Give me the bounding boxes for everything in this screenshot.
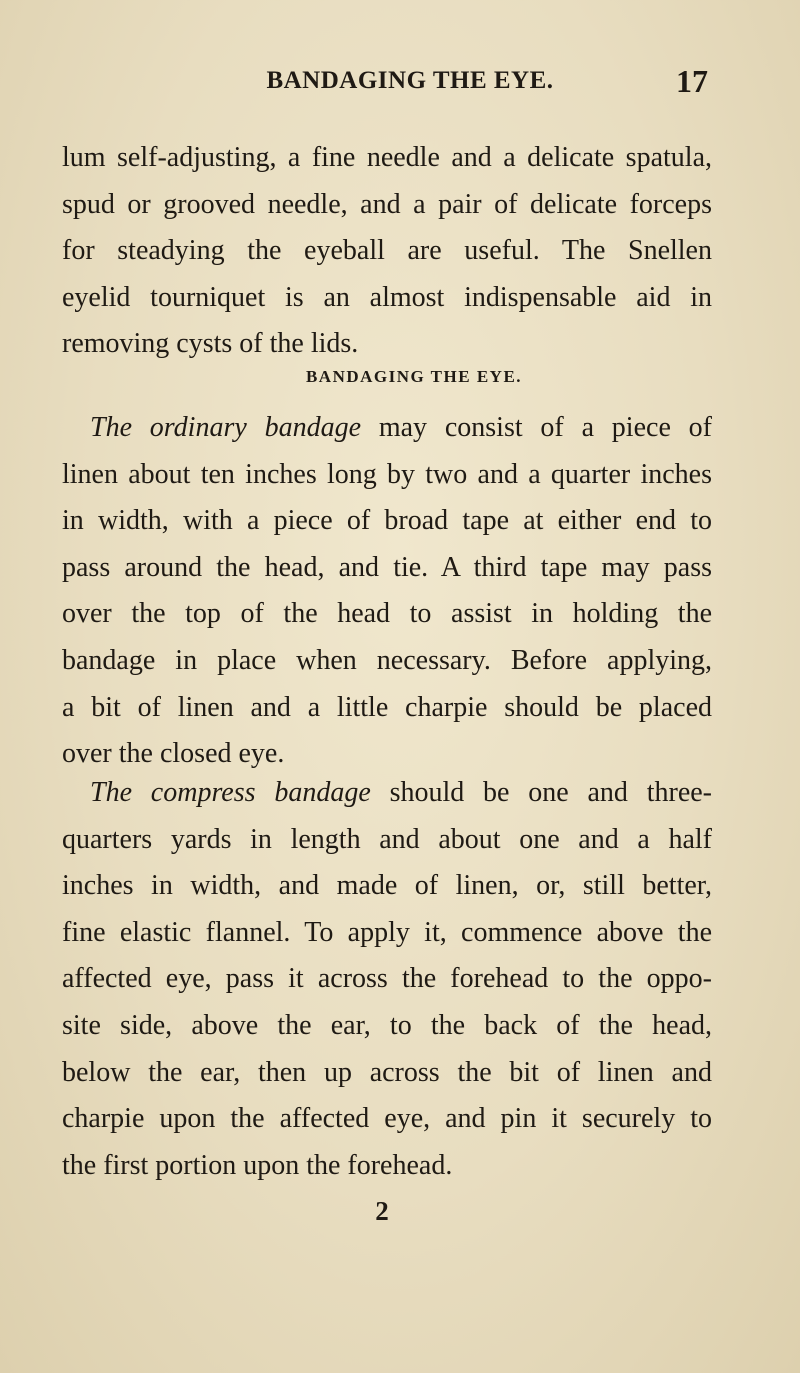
text-line: the first portion upon the forehead. — [62, 1149, 453, 1181]
text-fragment: should be one and three- — [370, 777, 713, 808]
text-line: over the top of the head to assist in holding the — [62, 598, 712, 630]
text-line: charpie upon the affected eye, and pin it securely to — [62, 1103, 712, 1135]
text-line: spud or grooved needle, and a pair of delicate forceps — [62, 188, 712, 220]
italic-term: The ordinary bandage — [90, 412, 362, 443]
text-line: pass around the head, and tie. A third tape may pass — [62, 551, 712, 583]
text-fragment: may consist of a piece of — [361, 412, 713, 443]
signature-mark: 2 — [375, 1196, 389, 1226]
paragraph-ordinary-bandage — [62, 405, 712, 778]
paragraph-continued — [62, 135, 712, 368]
text-line: eyelid tourniquet is an almost indispensable aid in — [62, 281, 712, 313]
text-line: inches in width, and made of linen, or, still better, — [62, 870, 712, 902]
text-line: bandage in place when necessary. Before applying, — [62, 644, 712, 676]
text-line: a bit of linen and a little charpie should be placed — [62, 691, 712, 723]
text-line: for steadying the eyeball are useful. The Snellen — [62, 235, 712, 267]
running-title: BANDAGING THE EYE. — [266, 67, 554, 94]
text-line: quarters yards in length and about one and a half — [62, 823, 712, 855]
running-head — [70, 63, 710, 103]
text-line — [62, 770, 712, 817]
text-line: lum self-adjusting, a fine needle and a delicate spatula, — [62, 142, 712, 173]
text-line — [62, 405, 712, 452]
text-line: over the closed eye. — [62, 738, 285, 770]
text-line: linen about ten inches long by two and a quarter inches — [62, 458, 712, 490]
text-line: site side, above the ear, to the back of the head, — [62, 1009, 712, 1041]
italic-term: The compress bandage — [90, 777, 371, 808]
text-line: affected eye, pass it across the forehead to the oppo- — [62, 963, 712, 995]
section-heading: BANDAGING THE EYE. — [305, 367, 523, 386]
text-line: removing cysts of the lids. — [62, 328, 359, 360]
page-number: 17 — [676, 63, 708, 99]
text-line: in width, with a piece of broad tape at either end to — [62, 505, 712, 537]
text-line: below the ear, then up across the bit of linen and — [62, 1056, 712, 1088]
text-line: fine elastic flannel. To apply it, commence above the — [62, 916, 712, 948]
paragraph-compress-bandage — [62, 770, 712, 1189]
